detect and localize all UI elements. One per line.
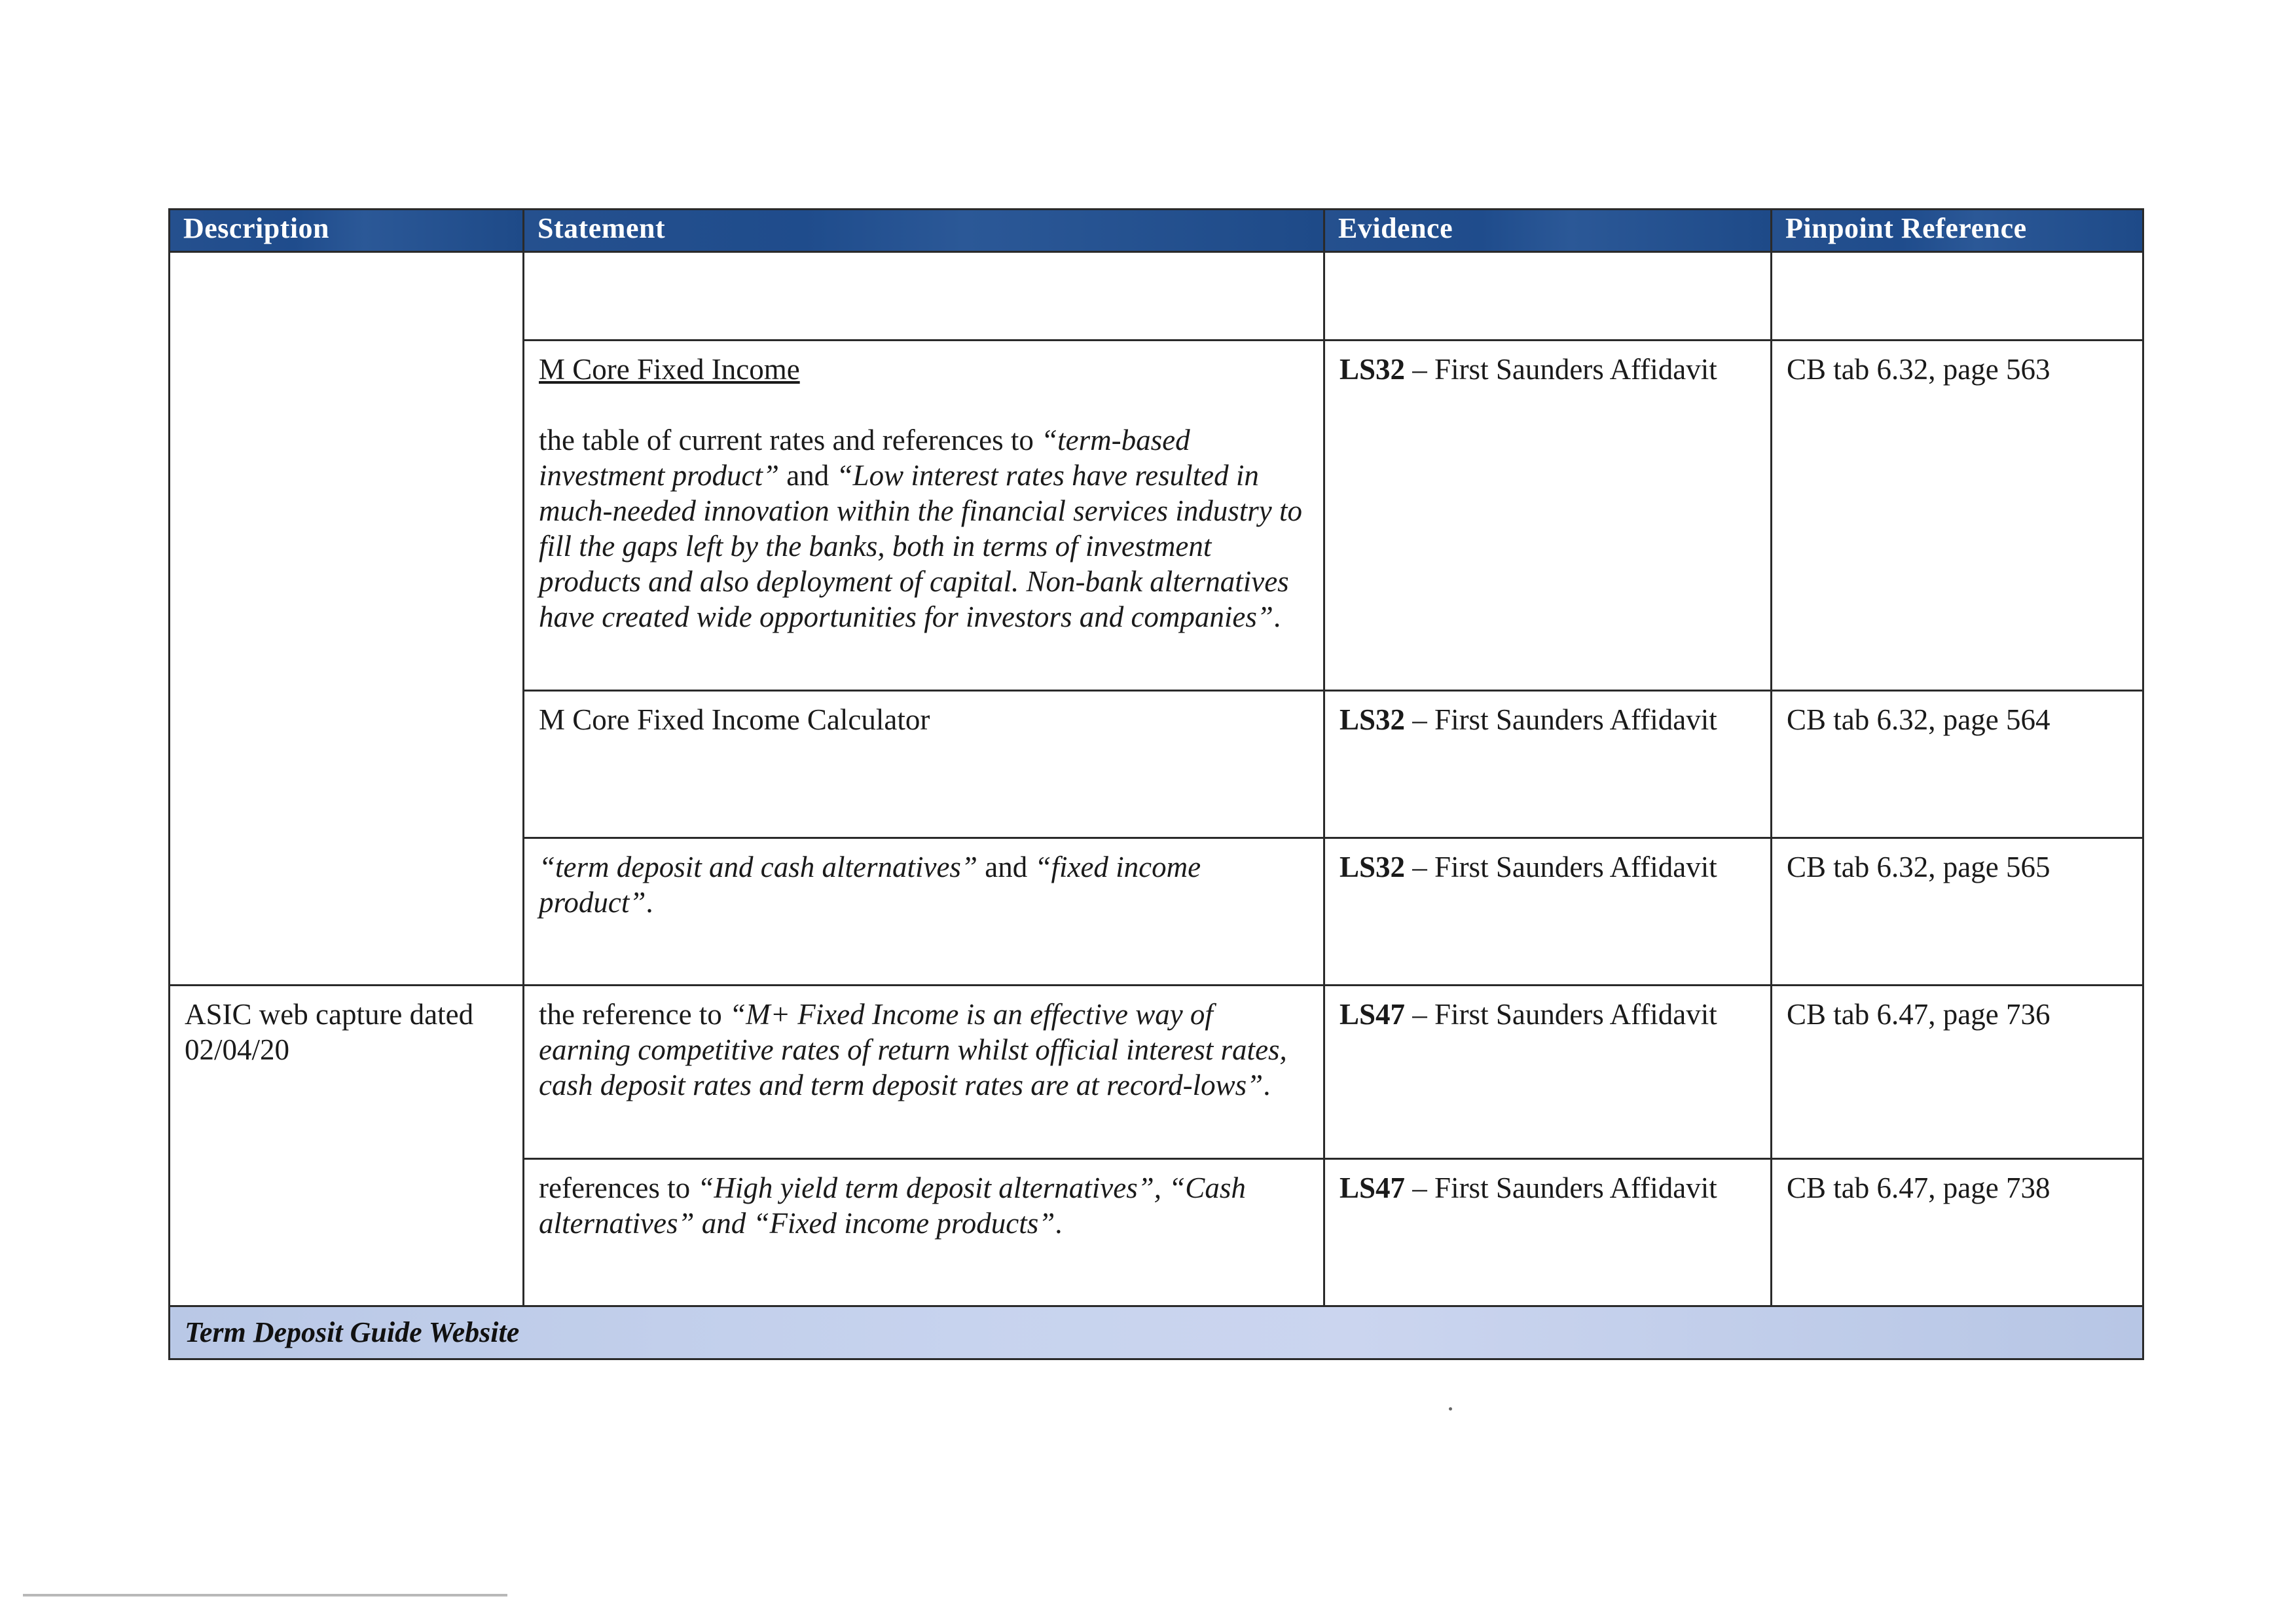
table-header-row: [170, 210, 2143, 252]
header-evidence: Evidence: [1324, 210, 1772, 252]
description-cell-empty: [170, 252, 524, 986]
evidence-cell: [1324, 1159, 1772, 1306]
footer-rule: [23, 1594, 507, 1596]
statement-cell: the reference to “M+ Fixed Income is an effective way of earning competitive rates of return whilst official interest rates, cash deposit rates and term deposit rates are at record-lows”.: [524, 986, 1324, 1159]
pinpoint-cell: CB tab 6.47, page 738: [1772, 1159, 2143, 1306]
pinpoint-cell: CB tab 6.32, page 564: [1772, 691, 2143, 838]
table-row: [170, 252, 2143, 341]
pinpoint-cell-empty: [1772, 252, 2143, 341]
evidence-code: LS32: [1339, 851, 1406, 883]
section-heading-row: [170, 1306, 2143, 1359]
evidence-cell: [1324, 691, 1772, 838]
header-description: Description: [170, 210, 524, 252]
pinpoint-cell: CB tab 6.32, page 565: [1772, 838, 2143, 986]
statement-cell: references to “High yield term deposit alternatives”, “Cash alternatives” and “Fixed income products”.: [524, 1159, 1324, 1306]
statement-cell: “term deposit and cash alternatives” and “fixed income product”.: [524, 838, 1324, 986]
evidence-code: LS47: [1339, 1172, 1406, 1204]
evidence-table: [168, 208, 2144, 1360]
pinpoint-cell: CB tab 6.32, page 563: [1772, 341, 2143, 691]
pinpoint-cell: CB tab 6.47, page 736: [1772, 986, 2143, 1159]
evidence-code: LS32: [1339, 703, 1406, 736]
evidence-cell: [1324, 986, 1772, 1159]
table-row: [170, 986, 2143, 1159]
evidence-code: LS47: [1339, 998, 1406, 1031]
evidence-cell-empty: [1324, 252, 1772, 341]
evidence-text: – First Saunders Affidavit: [1405, 1172, 1717, 1204]
scan-speck: [1449, 1407, 1452, 1411]
header-pinpoint-reference: Pinpoint Reference: [1772, 210, 2143, 252]
statement-title: M Core Fixed Income: [539, 353, 800, 386]
statement-text: the table of current rates and references to “term-based investment product” and “Low interest rates have resulted in much-needed innovation within the financial services industry to fill the gaps left by the banks, both in terms of investment products and also deployment of capital. Non-bank alternatives have created wide opportunities for investors and companies”.: [539, 424, 1303, 633]
evidence-cell: [1324, 838, 1772, 986]
evidence-code: LS32: [1339, 353, 1406, 386]
section-heading: Term Deposit Guide Website: [170, 1306, 2143, 1359]
evidence-text: – First Saunders Affidavit: [1405, 998, 1717, 1031]
description-cell: ASIC web capture dated 02/04/20: [170, 986, 524, 1306]
statement-cell: M Core Fixed Income Calculator: [524, 691, 1324, 838]
evidence-text: – First Saunders Affidavit: [1405, 703, 1717, 736]
statement-cell-empty: [524, 252, 1324, 341]
header-statement: Statement: [524, 210, 1324, 252]
statement-cell: [524, 341, 1324, 691]
evidence-text: – First Saunders Affidavit: [1405, 353, 1717, 386]
evidence-text: – First Saunders Affidavit: [1405, 851, 1717, 883]
evidence-cell: [1324, 341, 1772, 691]
